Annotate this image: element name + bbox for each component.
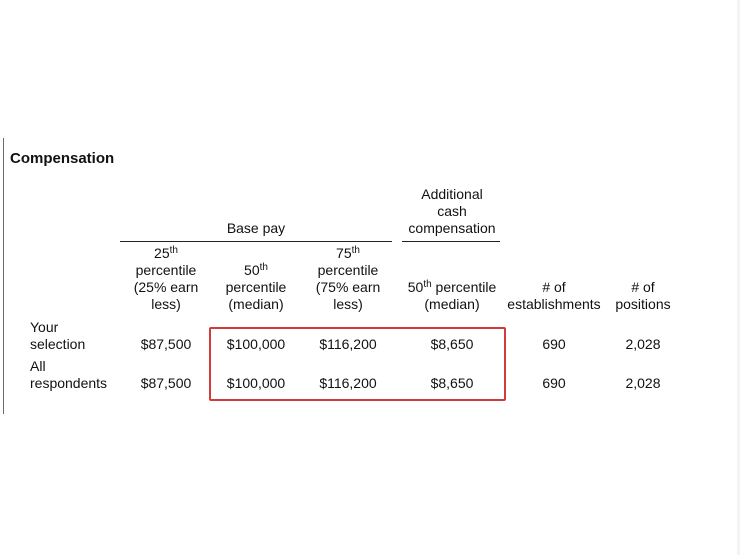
cell-your-selection-establishments: 690	[542, 336, 566, 352]
col-header-75th-percentile: 75th percentile (75% earn less)	[315, 245, 381, 312]
cell-your-selection-additional: $8,650	[430, 336, 474, 352]
base-pay-header: Base pay	[226, 220, 286, 236]
cell-your-selection-25th: $87,500	[140, 336, 192, 352]
cell-your-selection-positions: 2,028	[625, 336, 661, 352]
col-header-positions: # of positions	[615, 279, 671, 312]
highlight-box	[209, 327, 506, 401]
left-border-rule	[3, 138, 4, 414]
col-header-establishments: # of establishments	[507, 279, 601, 312]
cell-all-respondents-25th: $87,500	[140, 375, 192, 391]
cell-all-respondents-positions: 2,028	[625, 375, 661, 391]
cell-all-respondents-establishments: 690	[542, 375, 566, 391]
additional-cash-rule	[402, 241, 500, 242]
additional-cash-line-3: compensation	[408, 220, 496, 236]
cell-all-respondents-50th: $100,000	[226, 375, 286, 391]
col-header-25th-percentile: 25th percentile (25% earn less)	[133, 245, 199, 312]
row-label-all-respondents: All respondents	[30, 358, 108, 391]
cell-all-respondents-additional: $8,650	[430, 375, 474, 391]
base-pay-rule	[120, 241, 392, 242]
cell-your-selection-75th: $116,200	[319, 336, 377, 352]
cell-your-selection-50th: $100,000	[226, 336, 286, 352]
col-header-additional-50th: 50th percentile (median)	[407, 279, 497, 312]
col-header-50th-percentile: 50th percentile (median)	[225, 262, 287, 312]
row-label-your-selection: Your selection	[30, 319, 86, 352]
additional-cash-line-1: Additional	[421, 186, 483, 202]
additional-cash-header	[398, 186, 506, 237]
additional-cash-line-2: cash	[437, 203, 467, 219]
section-title: Compensation	[10, 150, 115, 167]
cell-all-respondents-75th: $116,200	[319, 375, 377, 391]
